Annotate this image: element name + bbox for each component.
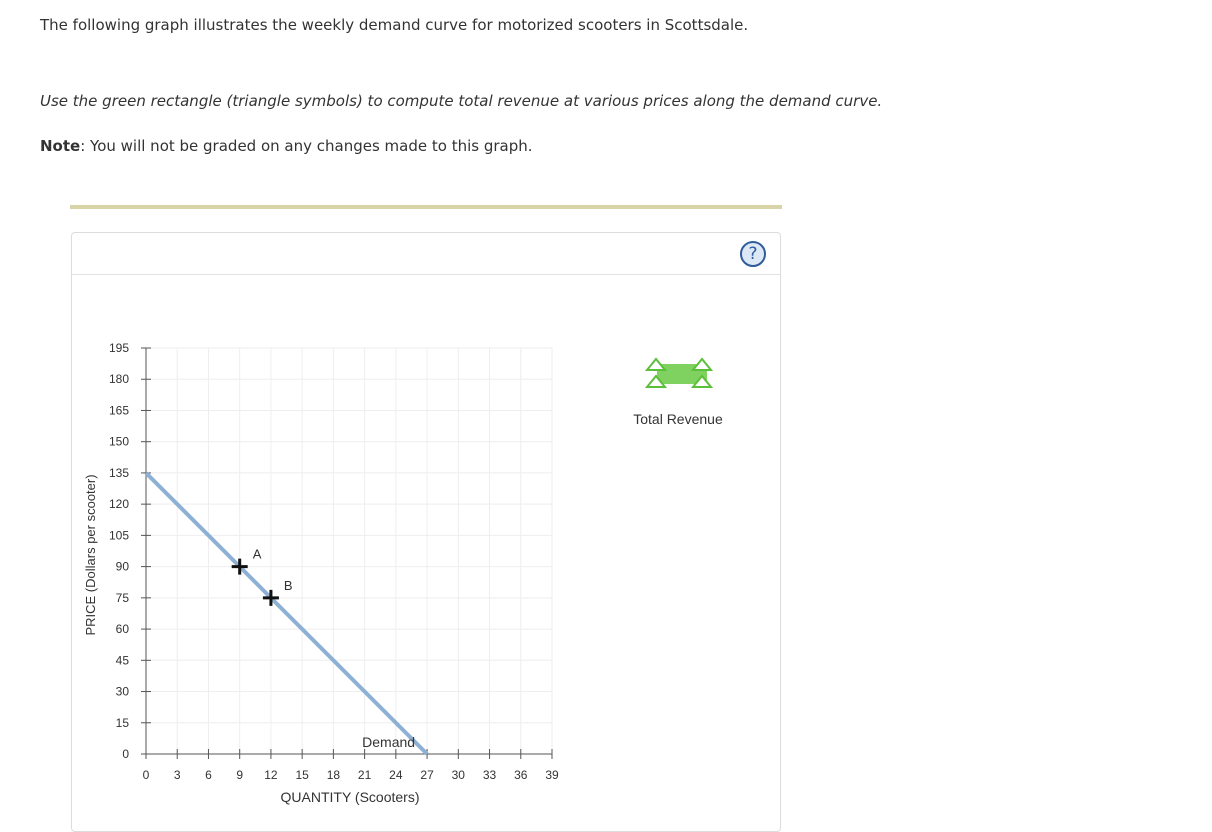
demand-curve-line	[146, 473, 427, 754]
y-tick-label: 15	[115, 715, 129, 730]
x-tick-label: 18	[326, 768, 341, 782]
y-tick-label: 150	[108, 434, 129, 449]
y-tick-label: 0	[122, 747, 129, 761]
chart-grid	[146, 348, 552, 754]
x-tick-label: 24	[389, 768, 403, 782]
y-tick-label: 120	[108, 497, 129, 512]
point-label-a: A	[252, 546, 262, 562]
x-tick-label: 39	[545, 768, 559, 782]
help-icon: ?	[748, 244, 758, 264]
x-tick-label: 3	[173, 768, 181, 782]
x-tick-label: 6	[205, 768, 212, 782]
instruction-text: Use the green rectangle (triangle symbols) to compute total revenue at various prices along the demand curve.	[40, 92, 883, 110]
y-tick-label: 165	[108, 403, 129, 418]
note-label: Note	[40, 137, 81, 155]
chart-series	[146, 473, 427, 754]
x-tick-label: 27	[420, 768, 434, 782]
point-label-b: B	[283, 577, 293, 593]
y-tick-label: 30	[115, 684, 129, 699]
x-axis-label: QUANTITY (Scooters)	[280, 789, 420, 805]
demand-curve-label: Demand	[362, 734, 416, 750]
intro-text: The following graph illustrates the weekly demand curve for motorized scooters in Scottsdale.	[40, 16, 749, 34]
x-tick-label: 30	[451, 768, 465, 782]
y-tick-label: 105	[108, 528, 129, 543]
y-tick-label: 45	[115, 653, 129, 668]
x-tick-label: 33	[482, 768, 497, 782]
x-tick-label: 36	[514, 768, 528, 782]
y-tick-label: 180	[108, 372, 129, 387]
x-tick-label: 0	[142, 768, 150, 782]
y-tick-label: 60	[115, 622, 129, 637]
x-tick-label: 12	[264, 768, 278, 782]
y-tick-label: 135	[108, 465, 129, 480]
total-revenue-tool[interactable]	[647, 359, 711, 387]
note-body: : You will not be graded on any changes made to this graph.	[80, 137, 533, 155]
x-tick-label: 9	[236, 768, 244, 782]
chart-axes	[146, 348, 552, 754]
x-tick-label: 15	[295, 768, 309, 782]
total-revenue-label: Total Revenue	[633, 411, 723, 427]
y-axis-label: PRICE (Dollars per scooter)	[83, 474, 98, 636]
y-tick-label: 90	[115, 559, 129, 574]
chart-ticks	[109, 341, 559, 782]
y-tick-label: 75	[115, 590, 129, 605]
chart-points	[232, 547, 293, 606]
x-tick-label: 21	[357, 768, 372, 782]
y-tick-label: 195	[108, 341, 129, 355]
